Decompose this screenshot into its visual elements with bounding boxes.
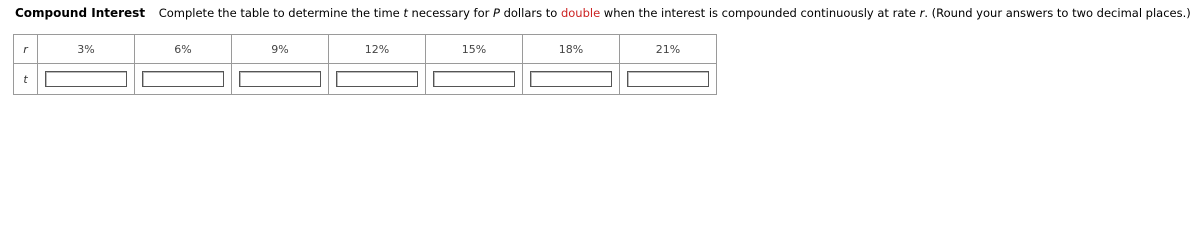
time-answer-input-12pct[interactable] xyxy=(336,71,418,87)
rate-row xyxy=(14,35,717,64)
rate-cell: 9% xyxy=(232,35,329,64)
answer-cell xyxy=(426,64,523,95)
rate-cell: 15% xyxy=(426,35,523,64)
rate-cell: 12% xyxy=(329,35,426,64)
problem-heading: Compound Interest xyxy=(15,6,146,20)
rate-cell: 6% xyxy=(135,35,232,64)
answer-cell xyxy=(620,64,717,95)
rate-cell: 21% xyxy=(620,35,717,64)
answer-cell xyxy=(38,64,135,95)
doubling-time-table xyxy=(13,34,717,95)
time-answer-input-15pct[interactable] xyxy=(433,71,515,87)
rate-cell: 3% xyxy=(38,35,135,64)
time-answer-input-9pct[interactable] xyxy=(239,71,321,87)
double-emphasis: double xyxy=(560,6,601,20)
problem-text: Complete the table to determine the time t necessary for P dollars to double when the interest is compounded continuously at rate r. (Round your answers to two decimal places.) xyxy=(158,6,1191,20)
answer-cell xyxy=(232,64,329,95)
answer-cell xyxy=(523,64,620,95)
time-answer-input-3pct[interactable] xyxy=(45,71,127,87)
time-row xyxy=(14,64,717,95)
time-answer-input-21pct[interactable] xyxy=(627,71,709,87)
answer-cell xyxy=(135,64,232,95)
problem-statement xyxy=(15,5,1191,21)
row-header-r: r xyxy=(14,35,38,64)
time-answer-input-18pct[interactable] xyxy=(530,71,612,87)
answer-cell xyxy=(329,64,426,95)
row-header-t: t xyxy=(14,64,38,95)
time-answer-input-6pct[interactable] xyxy=(142,71,224,87)
rate-cell: 18% xyxy=(523,35,620,64)
